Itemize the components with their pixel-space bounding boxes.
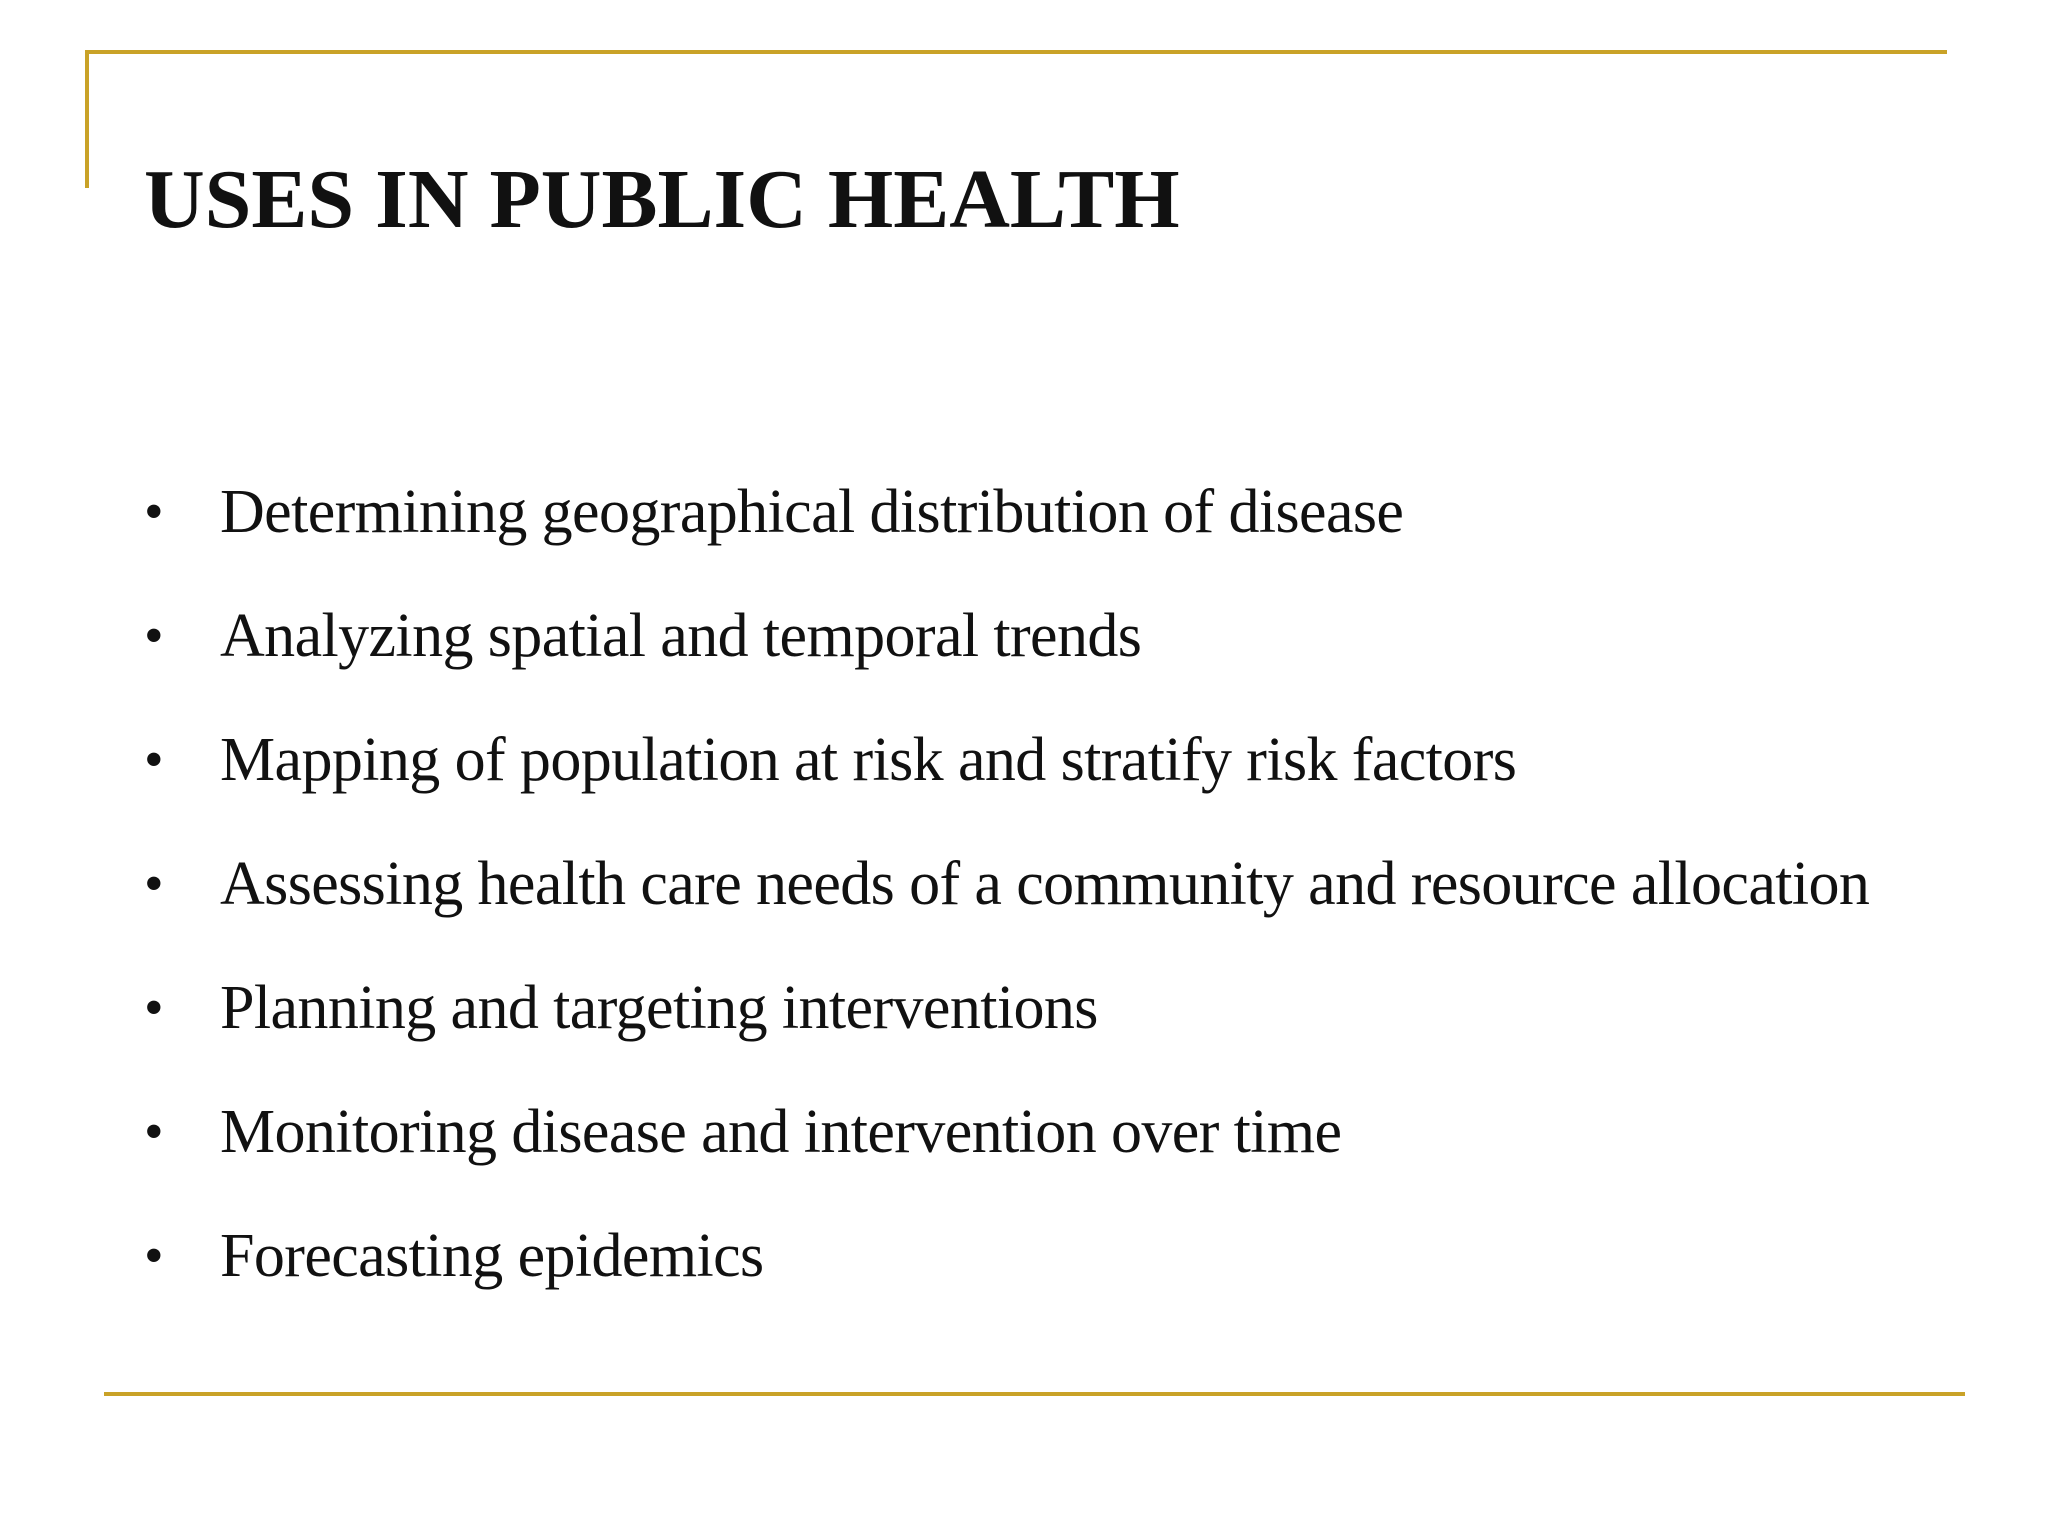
left-accent-line	[85, 50, 89, 188]
bullet-icon: •	[144, 729, 164, 791]
bullet-icon: •	[144, 1101, 164, 1163]
bullet-text: Assessing health care needs of a community and resource allocation	[220, 850, 1870, 918]
bullet-text: Analyzing spatial and temporal trends	[220, 602, 1142, 670]
bullet-text: Determining geographical distribution of disease	[220, 478, 1404, 546]
bullet-icon: •	[144, 1225, 164, 1287]
slide-title: USES IN PUBLIC HEALTH	[144, 153, 1180, 246]
bullet-icon: •	[144, 977, 164, 1039]
bullet-icon: •	[144, 481, 164, 543]
top-accent-line	[85, 50, 1947, 54]
bullet-text: Planning and targeting interventions	[220, 974, 1098, 1042]
bullet-icon: •	[144, 853, 164, 915]
bottom-accent-line	[104, 1392, 1965, 1396]
bullet-text: Forecasting epidemics	[220, 1222, 764, 1290]
bullet-text: Mapping of population at risk and stratify risk factors	[220, 726, 1517, 794]
bullet-text: Monitoring disease and intervention over time	[220, 1098, 1342, 1166]
bullet-icon: •	[144, 605, 164, 667]
